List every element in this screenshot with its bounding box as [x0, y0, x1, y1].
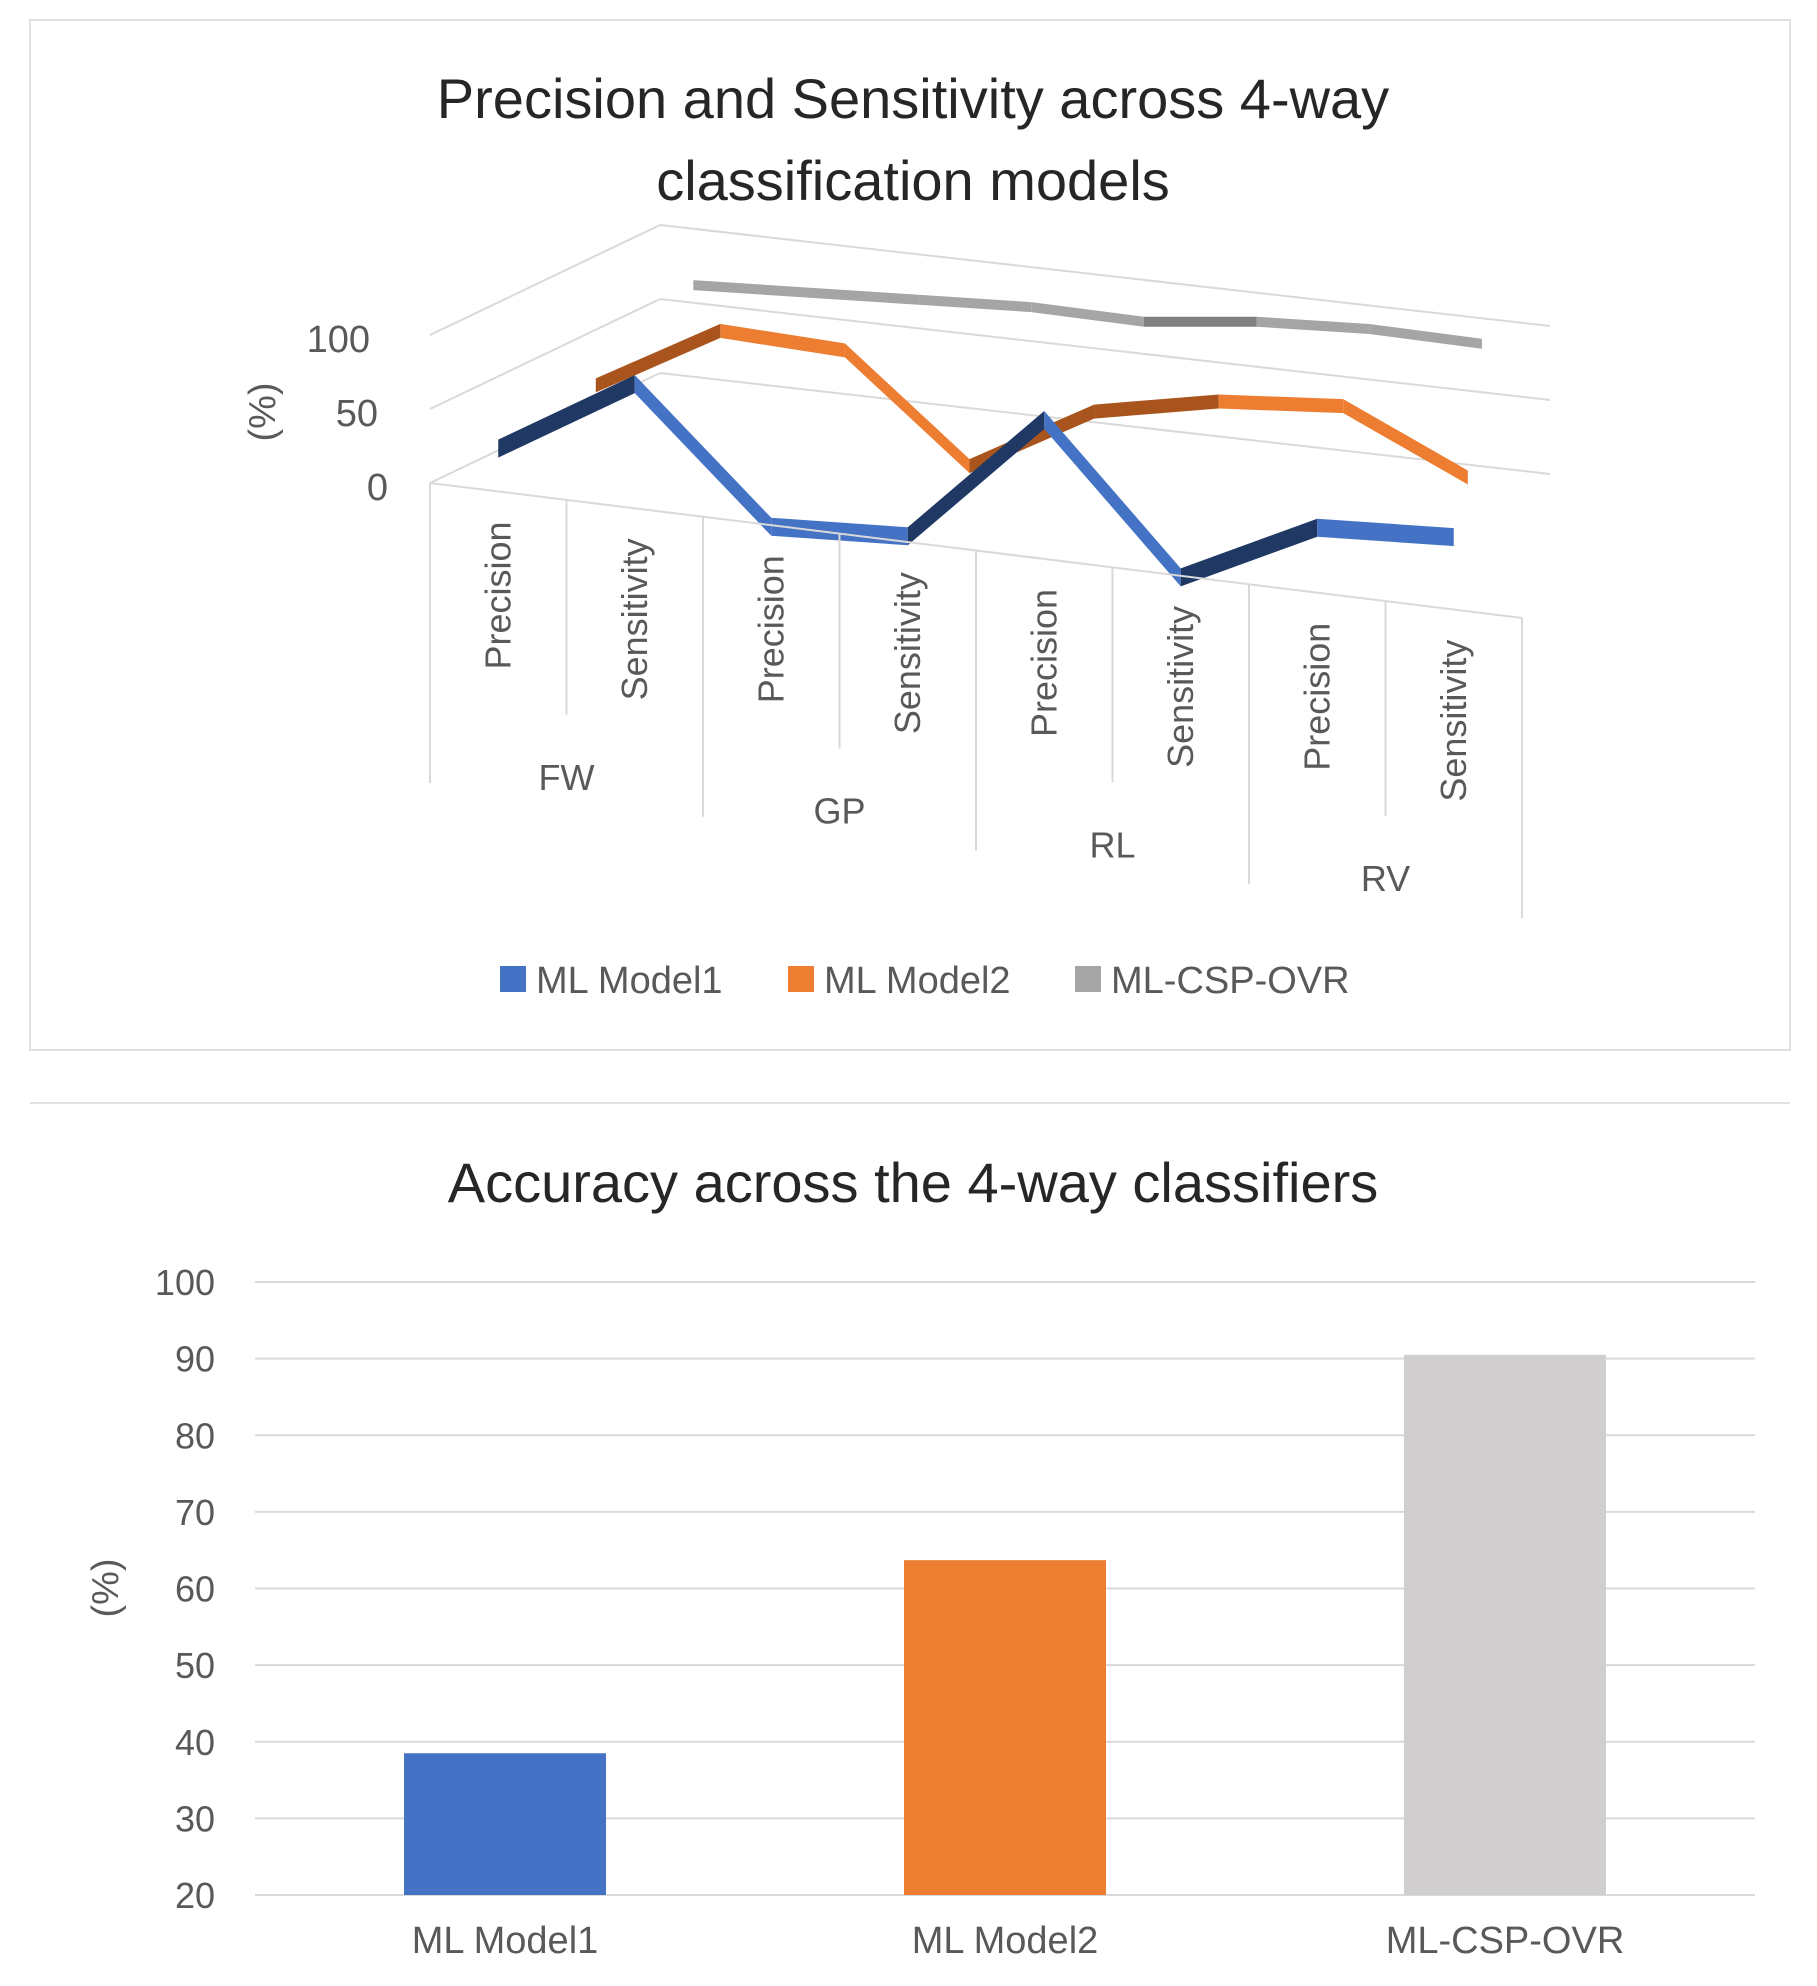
y-tick-label: 0 [366, 467, 388, 509]
y-tick-label: 40 [174, 1721, 215, 1763]
group-label: RV [1360, 858, 1411, 900]
chart-title: Accuracy across the 4-way classifiers [447, 1151, 1379, 1214]
y-tick-label: 50 [174, 1645, 215, 1687]
category-tick-label: Precision [750, 555, 792, 704]
category-tick-label: Precision [1296, 622, 1338, 771]
group-label: GP [813, 790, 866, 832]
legend-label-ml-model1: ML Model1 [536, 960, 723, 1002]
category-tick-label: Sensitivity [613, 538, 655, 701]
category-axis [412, 1920, 1625, 1962]
category-tick-label: Precision [477, 521, 519, 670]
y-tick-label: 90 [174, 1338, 215, 1380]
y-axis-label: (%) [85, 1558, 127, 1618]
y-tick-label: 70 [174, 1491, 215, 1533]
category-tick-label: Precision [1023, 588, 1065, 737]
y-tick-label: 80 [174, 1415, 215, 1457]
x-tick-label: ML Model1 [411, 1920, 599, 1962]
y-tick-label: 20 [174, 1875, 215, 1916]
category-tick-label: Sensitivity [1159, 605, 1201, 768]
y-axis-label: (%) [242, 382, 284, 442]
x-tick-label: ML-CSP-OVR [1385, 1920, 1625, 1962]
y-tick-label: 50 [335, 393, 378, 435]
y-tick-label: 30 [174, 1798, 215, 1840]
bar-ml-model2 [904, 1560, 1106, 1895]
y-tick-label: 60 [174, 1568, 215, 1610]
bar-ml-csp-ovr [1404, 1355, 1606, 1895]
category-tick-label: Sensitivity [886, 572, 928, 735]
chart-title-line-2: classification models [656, 149, 1170, 212]
y-tick-label: 100 [306, 319, 370, 361]
group-label: RL [1089, 824, 1136, 866]
legend-label-ml-model2: ML Model2 [824, 960, 1011, 1002]
chart-title-line-1: Precision and Sensitivity across 4-way [436, 67, 1390, 130]
y-tick-label: 100 [154, 1262, 215, 1303]
bar-ml-model1 [404, 1753, 606, 1895]
x-tick-label: ML Model2 [911, 1920, 1099, 1962]
legend-label-ml-csp-ovr: ML-CSP-OVR [1111, 960, 1350, 1002]
category-tick-label: Sensitivity [1432, 639, 1474, 802]
group-label: FW [538, 756, 595, 798]
